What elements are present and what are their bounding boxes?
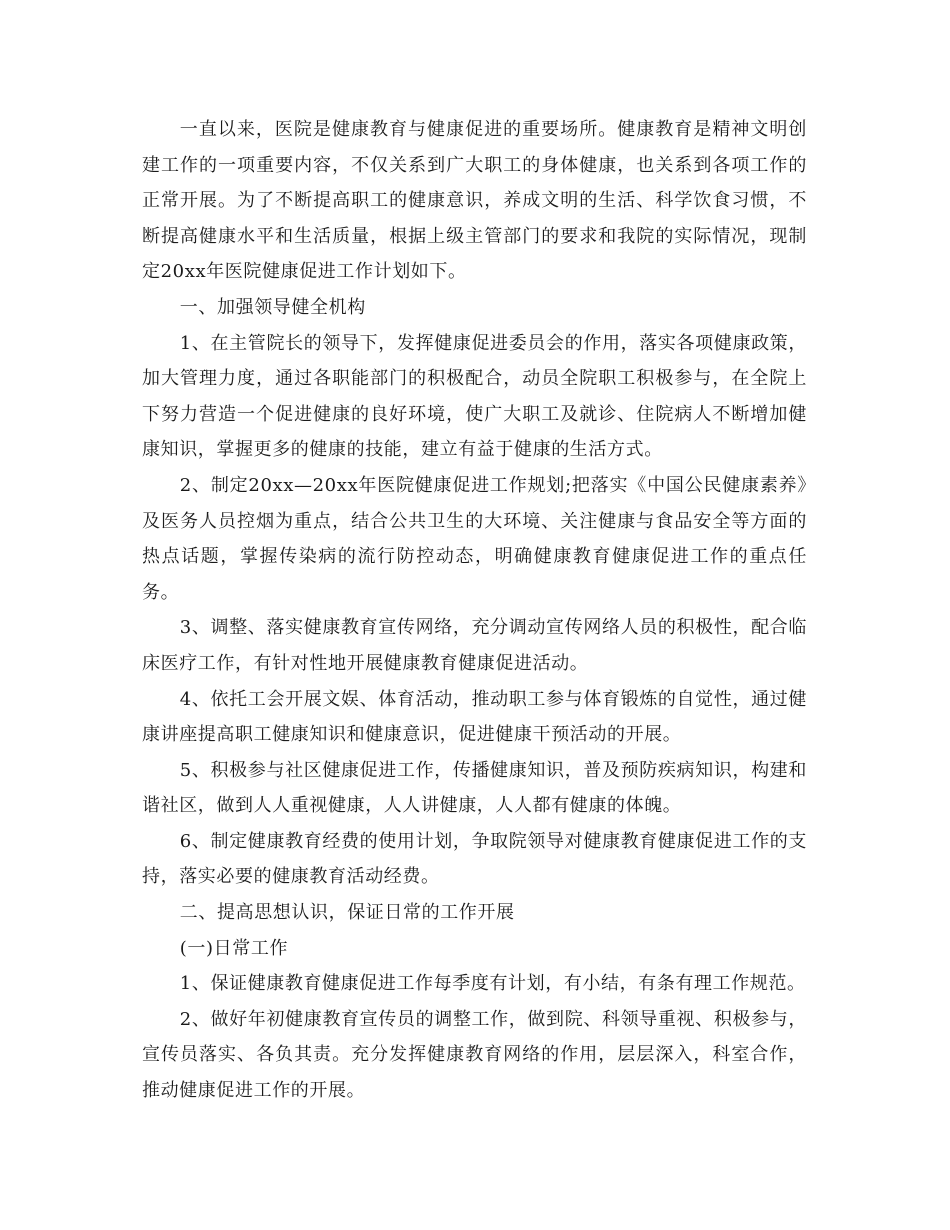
document-body	[142, 112, 807, 1109]
intro-paragraph: 一直以来，医院是健康教育与健康促进的重要场所。健康教育是精神文明创建工作的一项重要内容，不仅关系到广大职工的身体健康，也关系到各项工作的正常开展。为了不断提高职工的健康意识，养成文明的生活、科学饮食习惯，不断提高健康水平和生活质量，根据上级主管部门的要求和我院的实际情况，现制定20xx年医院健康促进工作计划如下。	[142, 119, 807, 283]
paragraph-item-2: 2、制定20xx—20xx年医院健康促进工作规划;把落实《中国公民健康素养》及医务人员控烟为重点，结合公共卫生的大环境、关注健康与食品安全等方面的热点话题，掌握传染病的流行防控动态，明确健康教育健康促进工作的重点任务。	[142, 474, 807, 603]
paragraph-item-1: 1、在主管院长的领导下，发挥健康促进委员会的作用，落实各项健康政策，加大管理力度，通过各职能部门的积极配合，动员全院职工积极参与，在全院上下努力营造一个促进健康的良好环境，使广大职工及就诊、住院病人不断增加健康知识，掌握更多的健康的技能，建立有益于健康的生活方式。	[142, 332, 807, 461]
paragraph-item-8: 2、做好年初健康教育宣传员的调整工作，做到院、科领导重视、积极参与，宣传员落实、各负其责。充分发挥健康教育网络的作用，层层深入，科室合作，推动健康促进工作的开展。	[142, 1008, 807, 1102]
paragraph-item-3: 3、调整、落实健康教育宣传网络，充分调动宣传网络人员的积极性，配合临床医疗工作，有针对性地开展健康教育健康促进活动。	[142, 617, 807, 674]
paragraph-item-6: 6、制定健康教育经费的使用计划，争取院领导对健康教育健康促进工作的支持，落实必要的健康教育活动经费。	[142, 830, 807, 888]
paragraph-item-4: 4、依托工会开展文娱、体育活动，推动职工参与体育锻炼的自觉性，通过健康讲座提高职工健康知识和健康意识，促进健康干预活动的开展。	[142, 688, 807, 746]
paragraph-item-7: 1、保证健康教育健康促进工作每季度有计划，有小结，有条有理工作规范。	[179, 973, 806, 995]
section-heading-1: 一、加强领导健全机构	[179, 296, 366, 318]
section-heading-2: 二、提高思想认识，保证日常的工作开展	[179, 902, 515, 924]
paragraph-item-5: 5、积极参与社区健康促进工作，传播健康知识，普及预防疾病知识，构建和谐社区，做到人人重视健康，人人讲健康，人人都有健康的体魄。	[142, 759, 807, 817]
subsection-heading: (一)日常工作	[179, 937, 289, 959]
